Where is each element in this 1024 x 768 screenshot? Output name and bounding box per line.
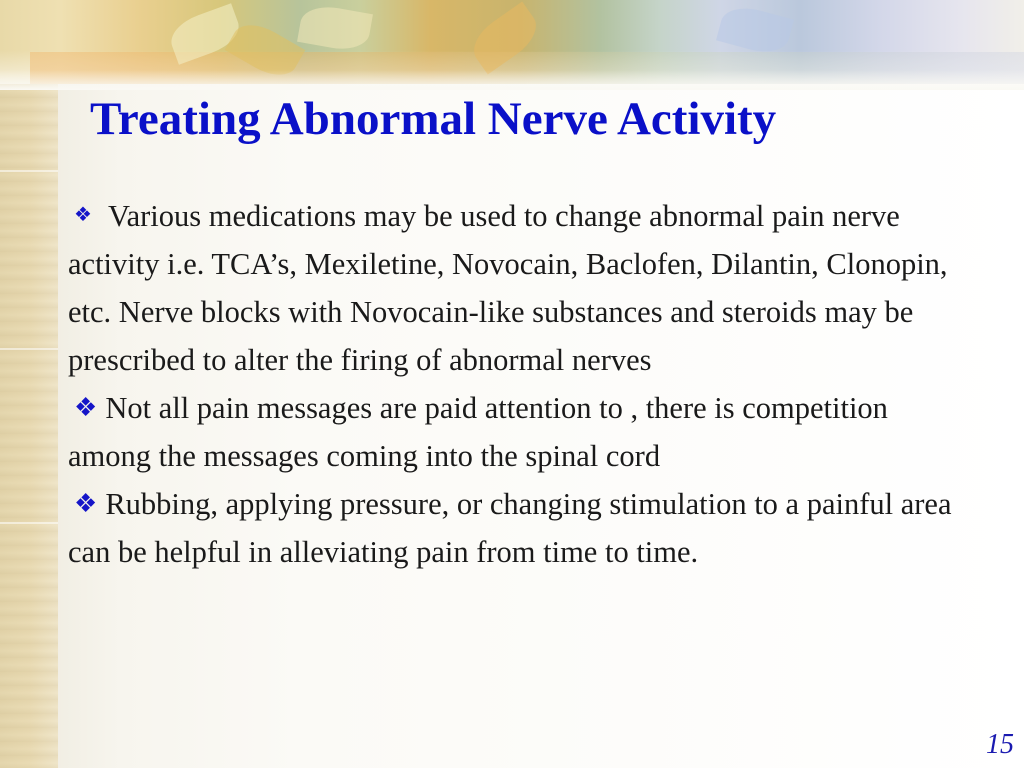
strip-seam (0, 348, 58, 350)
slide-title: Treating Abnormal Nerve Activity (90, 93, 777, 145)
banner-fade (0, 70, 1024, 90)
diamond-bullet-icon: ❖ (74, 489, 98, 518)
leaf-decoration-icon (716, 2, 794, 59)
bullet-text-3: Rubbing, applying pressure, or changing stimulation to a painful area can be helpful in alleviating pain from time to time. (68, 487, 952, 569)
slide-body (68, 191, 968, 576)
bullet-item-2 (68, 384, 968, 480)
top-decorative-banner (0, 0, 1024, 84)
diamond-bullet-icon: ❖ (74, 204, 92, 226)
bullet-item-3 (68, 480, 968, 576)
slide-number: 15 (986, 729, 1014, 760)
bullet-item-1 (68, 191, 968, 384)
left-decorative-strip (0, 0, 58, 768)
diamond-bullet-icon: ❖ (74, 393, 98, 422)
bullet-text-2: Not all pain messages are paid attention to , there is competition among the messages coming into the spinal cord (68, 391, 888, 473)
strip-seam (0, 170, 58, 172)
strip-seam (0, 522, 58, 524)
leaf-decoration-icon (297, 2, 373, 54)
bullet-text-1: Various medications may be used to change abnormal pain nerve activity i.e. TCA’s, Mexiletine, Novocain, Baclofen, Dilantin, Clonopin, etc. Nerve blocks with Novocain-like substances and steroids may be prescribed to alter the firing of abnormal nerves (68, 199, 948, 377)
